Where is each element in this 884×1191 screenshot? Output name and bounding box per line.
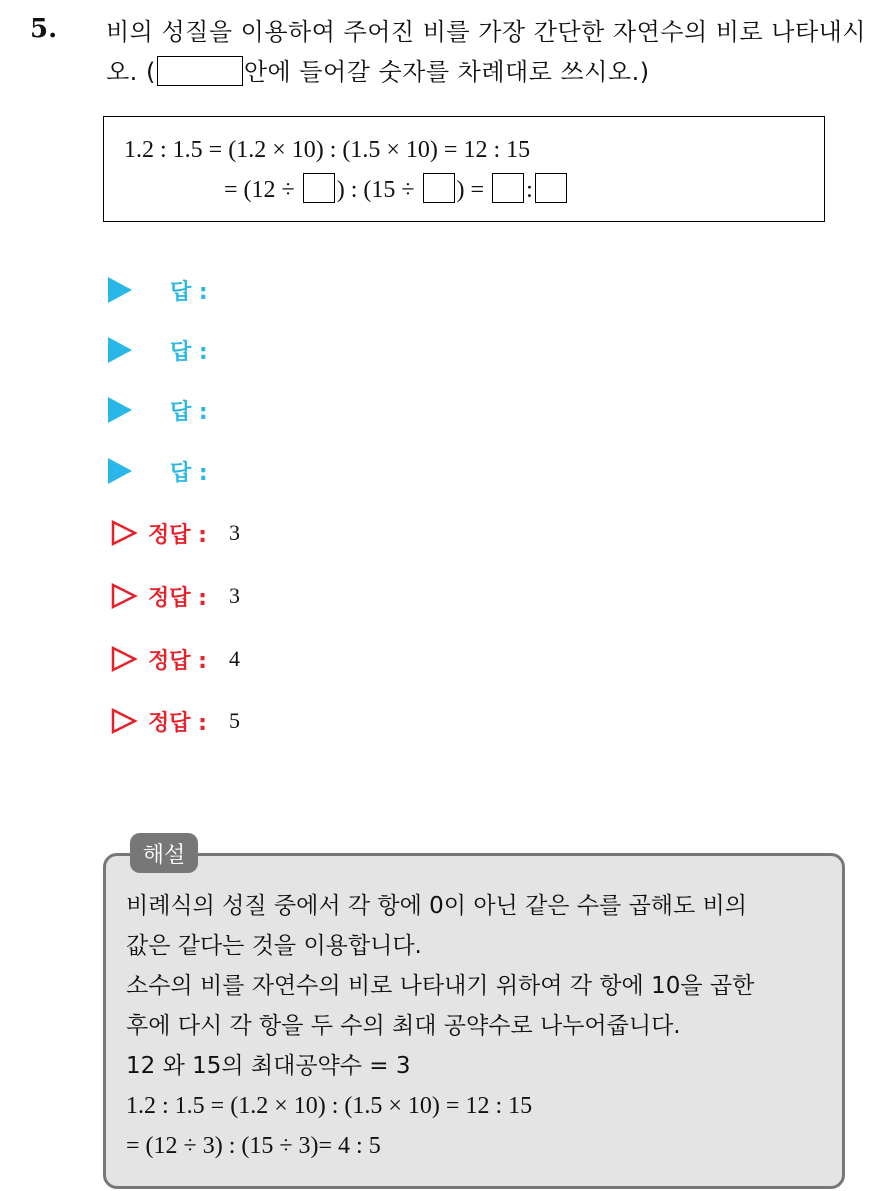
answer-row bbox=[108, 270, 208, 310]
given-line-2-text-b: ) : (15 ÷ bbox=[336, 177, 421, 203]
solution-row bbox=[110, 576, 240, 616]
blank-box-3 bbox=[492, 173, 524, 203]
question-number: 5. bbox=[30, 14, 58, 44]
answer-label: 답 : bbox=[170, 339, 208, 365]
explanation-line: 후에 다시 각 항을 두 수의 최대 공약수로 나누어줍니다. bbox=[126, 1013, 681, 1039]
answer-row bbox=[108, 451, 208, 491]
play-arrow-icon bbox=[108, 337, 132, 363]
outline-arrow-icon bbox=[110, 519, 138, 547]
solution-label: 정답 : bbox=[148, 585, 207, 611]
solution-label: 정답 : bbox=[148, 522, 207, 548]
answer-blank-indicator bbox=[157, 56, 243, 86]
solution-row bbox=[110, 639, 240, 679]
explanation-tab: 해설 bbox=[130, 833, 198, 873]
blank-box-2 bbox=[423, 173, 455, 203]
answer-row bbox=[108, 390, 208, 430]
given-line-2-colon: : bbox=[526, 177, 533, 203]
explanation-line: 비례식의 성질 중에서 각 항에 0이 아닌 같은 수를 곱해도 비의 bbox=[126, 893, 747, 919]
play-arrow-icon bbox=[108, 277, 132, 303]
solution-value: 4 bbox=[228, 646, 240, 671]
explanation-line: 값은 같다는 것을 이용합니다. bbox=[126, 933, 422, 959]
outline-arrow-icon bbox=[110, 582, 138, 610]
given-line-1: 1.2 : 1.5 = (1.2 × 10) : (1.5 × 10) = 12 : 15 bbox=[124, 137, 531, 163]
play-arrow-icon bbox=[108, 397, 132, 423]
question-text-end: 안에 들어갈 숫자를 차례대로 쓰시오.) bbox=[243, 58, 650, 86]
given-line-2-text-a: = (12 ÷ bbox=[224, 177, 301, 203]
question-text-start: 비의 성질을 이용하여 주어진 비를 가장 간단한 자연수의 비로 나타내시오. ( bbox=[106, 18, 866, 86]
given-line-2 bbox=[224, 173, 569, 204]
solution-value: 5 bbox=[228, 708, 240, 733]
outline-arrow-icon bbox=[110, 707, 138, 735]
answer-label: 답 : bbox=[170, 399, 208, 425]
answer-label: 답 : bbox=[170, 279, 208, 305]
solution-row bbox=[110, 701, 240, 741]
solution-row bbox=[110, 513, 240, 553]
given-expression-box bbox=[103, 116, 825, 222]
question-text bbox=[106, 12, 866, 92]
explanation-text bbox=[126, 886, 832, 1166]
play-arrow-icon bbox=[108, 458, 132, 484]
blank-box-1 bbox=[303, 173, 335, 203]
explanation-math-line: 1.2 : 1.5 = (1.2 × 10) : (1.5 × 10) = 12 : 15 bbox=[126, 1093, 533, 1119]
explanation-line: 12 와 15의 최대공약수 = 3 bbox=[126, 1053, 411, 1079]
solution-label: 정답 : bbox=[148, 710, 207, 736]
solution-value: 3 bbox=[228, 583, 240, 608]
outline-arrow-icon bbox=[110, 645, 138, 673]
solution-label: 정답 : bbox=[148, 648, 207, 674]
answer-row bbox=[108, 330, 208, 370]
answer-label: 답 : bbox=[170, 460, 208, 486]
given-line-2-text-c: ) = bbox=[456, 177, 491, 203]
explanation-line: 소수의 비를 자연수의 비로 나타내기 위하여 각 항에 10을 곱한 bbox=[126, 973, 755, 999]
blank-box-4 bbox=[535, 173, 567, 203]
solution-value: 3 bbox=[228, 520, 240, 545]
explanation-math-line: = (12 ÷ 3) : (15 ÷ 3)= 4 : 5 bbox=[126, 1133, 381, 1159]
